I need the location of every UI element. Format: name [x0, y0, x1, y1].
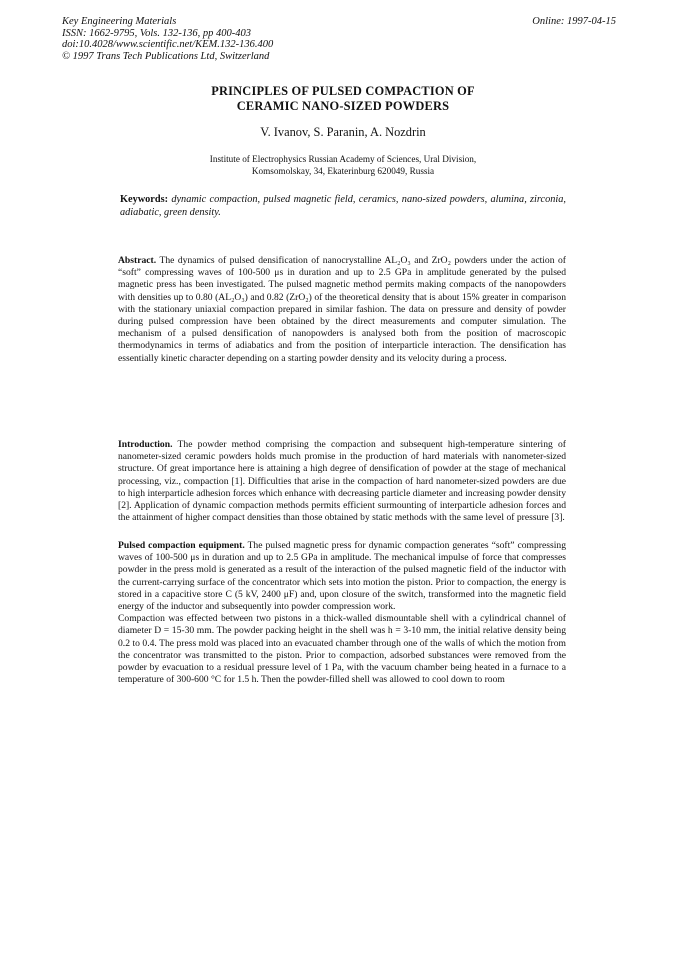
equipment-section [118, 540, 566, 686]
affiliation-line-2: Komsomolskay, 34, Ekaterinburg 620049, Russia [251, 166, 435, 176]
affiliation [120, 153, 566, 177]
keywords-label: Keywords: [120, 194, 169, 205]
abstract-text: The dynamics of pulsed densification of nanocrystalline AL₂O₃ and ZrO₂ powders under the action of “soft” compressing waves of 100-500 μs in duration and up to 2.5 GPa in amplitude generated by the pulsed magnetic press has been investigated. The pulsed magnetic method permits making compacts of the nanopowders with densities up to 0.80 (AL₂O₃) and 0.82 (ZrO₂) of the theoretical density that is about 15% greater in comparison with the stationary uniaxial compaction prepared in similar fashion. The data on pressure and density of powder during pulsed compression have been obtained by the direct measurements and computer simulation. The mechanism of a pulsed densification of nanopowders is analysed both from the position of macroscopic thermodynamics in terms of adiabatics and from the position of interparticle interaction. The densification has essentially kinetic character depending on a starting powder density and its velocity during a process. [118, 255, 566, 364]
copyright-line: © 1997 Trans Tech Publications Ltd, Switzerland [62, 50, 270, 62]
keywords [120, 194, 566, 219]
publication-header [62, 16, 273, 62]
introduction-section [118, 439, 566, 524]
doi-line[interactable]: doi:10.4028/www.scientific.net/KEM.132-136.400 [62, 39, 274, 51]
introduction-text: The powder method comprising the compaction and subsequent high-temperature sintering of nanometer-sized ceramic powders holds much promise in the production of hard materials with nanometer-sized structure. Of great importance here is attaining a high degree of densification of powder at the stage of mechanical processing, viz., compaction [1]. Difficulties that arise in the compaction of hard nanometer-sized powders are due to high interparticle adhesion forces which enhance with decreasing particle diameter and increasing powder density [2]. Application of dynamic compaction methods permits efficient surmounting of interparticle adhesion forces and the attainment of higher compact densities than those obtained by static methods with the same level of pressure [3]. [118, 439, 566, 524]
paper-title [120, 84, 566, 113]
journal-name: Key Engineering Materials [62, 16, 177, 27]
affiliation-line-1: Institute of Electrophysics Russian Academy of Sciences, Ural Division, [209, 154, 477, 164]
issn-line: ISSN: 1662-9795, Vols. 132-136, pp 400-403 [62, 27, 251, 39]
equipment-text-continued: Compaction was effected between two pistons in a thick-walled dismountable shell with a cylindrical channel of diameter D = 15-30 mm. The powder packing height in the shell was h = 3-10 mm, the initial relative density being 0.2 to 0.4. The press mold was placed into an evacuated chamber through one of the walls of which the motion from the concentrator was transmitted to the piston. Prior to compaction, adsorbed substances were removed from the powder by evacuation to a residual pressure level of 1 Pa, with the vacuum chamber being heated in a furnace to a temperature of 300-600 °C for 1.5 h. Then the powder-filled shell was allowed to cool down to room [118, 613, 566, 686]
abstract-label: Abstract. [118, 255, 157, 266]
introduction-label: Introduction. [118, 439, 173, 450]
author-list: V. Ivanov, S. Paranin, A. Nozdrin [260, 125, 426, 139]
keywords-text: dynamic compaction, pulsed magnetic field, ceramics, nano-sized powders, alumina, zirconia, adiabatic, green density. [120, 194, 566, 218]
abstract-section [118, 255, 566, 365]
equipment-label: Pulsed compaction equipment. [118, 540, 245, 551]
title-line-2: CERAMIC NANO-SIZED POWDERS [236, 98, 450, 113]
title-line-1: PRINCIPLES OF PULSED COMPACTION OF [211, 84, 475, 98]
equipment-text: The pulsed magnetic press for dynamic compaction generates “soft” compressing waves of 100-500 μs in duration and up to 2.5 GPa in amplitude. The mechanical impulse of force that compresses powder in the press mold is generated as a result of the interaction of the pulsed magnetic field of the inductor with the current-carrying surface of the concentrator which sets into motion the piston. Prior to compaction, the energy is stored in a capacitive store C (5 kV, 2400 μF) and, upon closure of the switch, transformed into the magnetic field energy of the inductor and subsequently into powder compression work. [118, 540, 566, 613]
online-date: Online: 1997-04-15 [532, 16, 616, 27]
